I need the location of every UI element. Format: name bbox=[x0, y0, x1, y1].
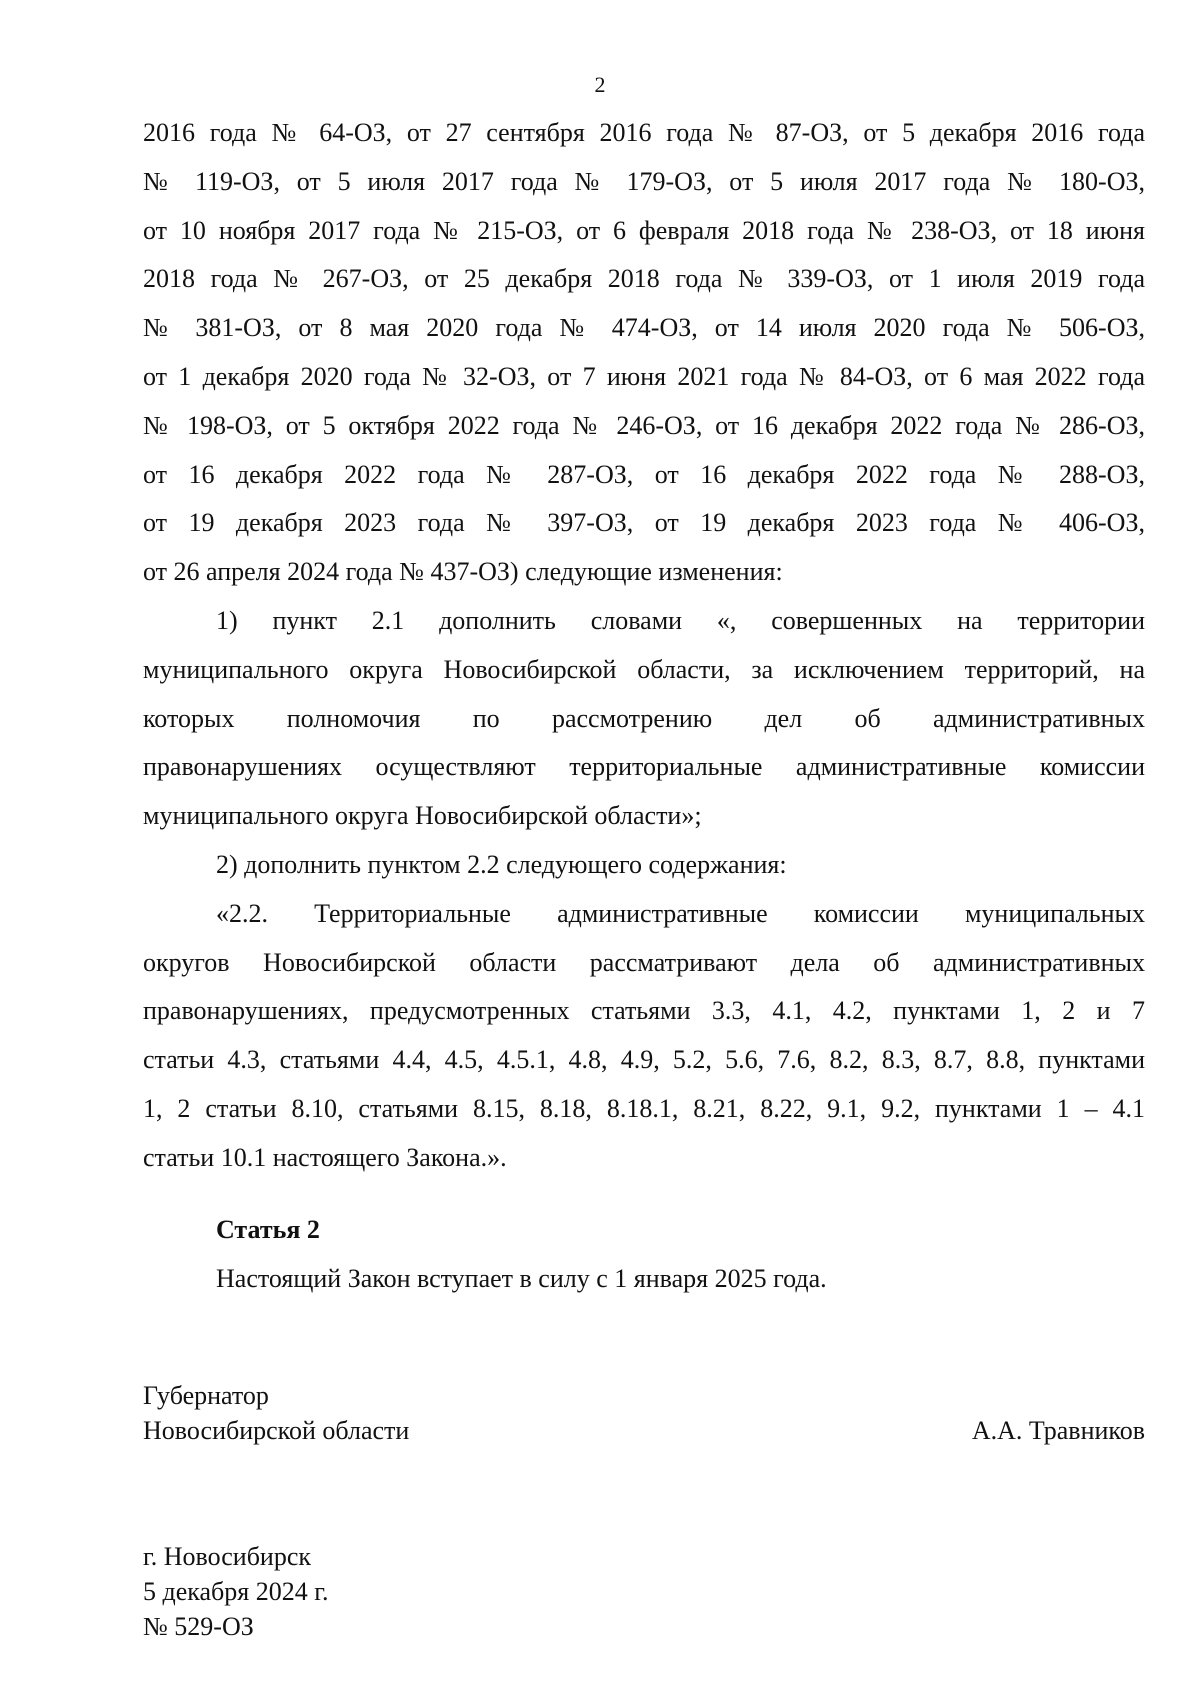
body-line: статьи 10.1 настоящего Закона.». bbox=[143, 1142, 507, 1172]
footer-city: г. Новосибирск bbox=[143, 1542, 312, 1571]
body-line: муниципального округа Новосибирской области, за исключением территорий, на bbox=[143, 654, 1145, 684]
footer-number: № 529-ОЗ bbox=[143, 1612, 254, 1641]
body-line: № 119-ОЗ, от 5 июля 2017 года № 179-ОЗ, от 5 июля 2017 года № 180-ОЗ, bbox=[143, 166, 1145, 196]
body-line: 1, 2 статьи 8.10, статьями 8.15, 8.18, 8.18.1, 8.21, 8.22, 9.1, 9.2, пунктами 1 – 4.1 bbox=[143, 1093, 1145, 1123]
body-line: от 26 апреля 2024 года № 437-ОЗ) следующие изменения: bbox=[143, 557, 783, 587]
body-line: от 10 ноября 2017 года № 215-ОЗ, от 6 февраля 2018 года № 238-ОЗ, от 18 июня bbox=[143, 215, 1145, 245]
article-text: Настоящий Закон вступает в силу с 1 января 2025 года. bbox=[216, 1264, 827, 1293]
body-line: правонарушениях, предусмотренных статьями 3.3, 4.1, 4.2, пунктами 1, 2 и 7 bbox=[143, 996, 1145, 1026]
document-footer bbox=[143, 1539, 328, 1644]
body-line: от 19 декабря 2023 года № 397-ОЗ, от 19 декабря 2023 года № 406-ОЗ, bbox=[143, 508, 1145, 538]
signature-block bbox=[143, 1378, 1145, 1448]
body-line: от 16 декабря 2022 года № 287-ОЗ, от 16 декабря 2022 года № 288-ОЗ, bbox=[143, 459, 1145, 489]
amendment-item-1: 1) пункт 2.1 дополнить словами «, совершенных на территории bbox=[216, 605, 1145, 635]
law-body-text bbox=[143, 109, 1145, 1183]
body-line: округов Новосибирской области рассматривают дела об административных bbox=[143, 947, 1145, 977]
signature-name: А.А. Травников bbox=[971, 1416, 1145, 1445]
body-line: 2016 года № 64-ОЗ, от 27 сентября 2016 года № 87-ОЗ, от 5 декабря 2016 года bbox=[143, 118, 1145, 147]
body-line: 2018 года № 267-ОЗ, от 25 декабря 2018 года № 339-ОЗ, от 1 июля 2019 года bbox=[143, 264, 1145, 294]
body-line: которых полномочия по рассмотрению дел об административных bbox=[143, 703, 1145, 733]
body-line: правонарушениях осуществляют территориальные административные комиссии bbox=[143, 752, 1145, 782]
signature-position-region: Новосибирской области bbox=[143, 1416, 410, 1445]
body-line: от 1 декабря 2020 года № 32-ОЗ, от 7 июня 2021 года № 84-ОЗ, от 6 мая 2022 года bbox=[143, 361, 1145, 391]
footer-date: 5 декабря 2024 г. bbox=[143, 1577, 329, 1606]
page-number: 2 bbox=[594, 72, 606, 97]
body-line: № 198-ОЗ, от 5 октября 2022 года № 246-ОЗ, от 16 декабря 2022 года № 286-ОЗ, bbox=[143, 410, 1145, 440]
signature-position: Губернатор bbox=[143, 1381, 269, 1410]
quoted-clause-2-2: «2.2. Территориальные административные комиссии муниципальных bbox=[216, 898, 1145, 928]
article-heading: Статья 2 bbox=[216, 1215, 320, 1244]
body-line: муниципального округа Новосибирской области»; bbox=[143, 801, 702, 831]
amendment-item-2: 2) дополнить пунктом 2.2 следующего содержания: bbox=[216, 849, 787, 879]
body-line: № 381-ОЗ, от 8 мая 2020 года № 474-ОЗ, от 14 июля 2020 года № 506-ОЗ, bbox=[143, 313, 1145, 343]
body-line: статьи 4.3, статьями 4.4, 4.5, 4.5.1, 4.8, 4.9, 5.2, 5.6, 7.6, 8.2, 8.3, 8.7, 8.8, пунктами bbox=[143, 1045, 1145, 1075]
